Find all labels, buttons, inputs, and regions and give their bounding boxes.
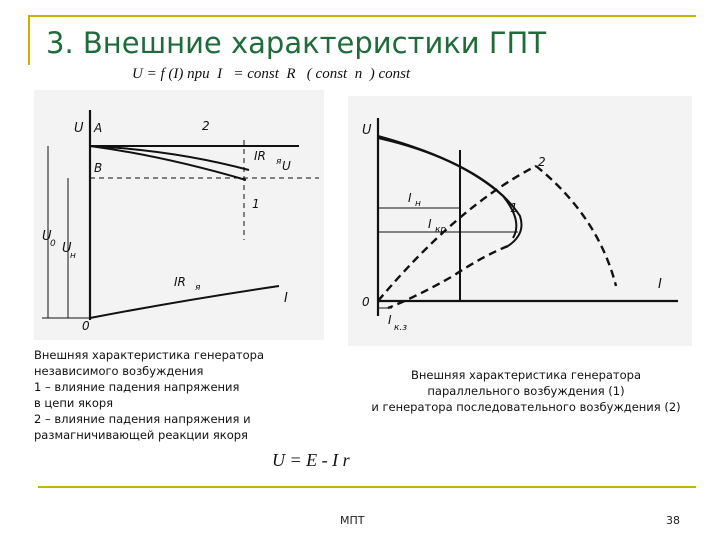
formula-bottom: U = E - I r	[272, 450, 350, 470]
right-curve-2-falling	[536, 166, 616, 286]
left-label-ira-top-sub: я	[276, 157, 282, 167]
figure-right-svg	[348, 96, 692, 346]
caption-left-line: в цепи якоря	[34, 396, 114, 410]
caption-left-line: 2 – влияние падения напряжения и	[34, 412, 251, 426]
right-label-ikr: I	[428, 217, 432, 231]
right-curve-1	[378, 136, 522, 246]
footer-rule	[38, 486, 696, 488]
caption-left-line: 1 – влияние падения напряжения	[34, 380, 240, 394]
right-label-in: I	[408, 191, 412, 205]
left-label-curve-1: 1	[252, 197, 260, 211]
top-rule	[28, 15, 696, 17]
formula-top	[132, 66, 410, 83]
left-label-ira-bottom: IR	[174, 275, 186, 289]
left-label-u0-sub: 0	[50, 239, 56, 249]
right-label-curve-2: 2	[538, 155, 546, 169]
left-label-b: B	[94, 161, 103, 175]
caption-left-line: независимого возбуждения	[34, 364, 204, 378]
left-label-ira-top: IR	[254, 149, 266, 163]
left-label-curve-2: 2	[202, 119, 210, 133]
caption-right-line: и генератора последовательного возбуждения (2)	[371, 400, 681, 414]
right-label-u: U	[362, 123, 372, 138]
right-label-i: I	[658, 277, 662, 292]
figure-parallel-series-excitation	[348, 96, 692, 346]
slide-title: 3. Внешние характеристики ГПТ	[46, 26, 547, 60]
left-label-du: U	[282, 159, 291, 173]
right-label-ikz-sub: к.з	[394, 323, 408, 333]
caption-right	[350, 367, 702, 415]
left-label-u0: U	[42, 229, 52, 244]
left-label-un-sub: н	[70, 251, 76, 261]
caption-left-line: размагничивающей реакции якоря	[34, 428, 248, 442]
page-number: 38	[666, 514, 680, 527]
left-label-a: A	[94, 121, 103, 135]
right-label-curve-1: 1	[510, 201, 518, 215]
left-ira-line	[90, 286, 279, 318]
figure-independent-excitation	[34, 90, 324, 340]
caption-left	[34, 347, 264, 443]
title-left-bar	[28, 15, 30, 65]
right-label-origin: 0	[362, 295, 370, 309]
formula-top-text: U = f (I) при I = const R ( const n ) const	[132, 66, 411, 82]
left-label-un: U	[62, 241, 72, 256]
caption-left-line: Внешняя характеристика генератора	[34, 348, 264, 362]
left-label-u: U	[74, 121, 84, 136]
right-label-ikr-sub: кр	[435, 225, 447, 235]
footer-course-label: МПТ	[340, 514, 365, 527]
right-label-in-sub: н	[415, 199, 421, 209]
left-label-i: I	[284, 291, 288, 306]
right-curve-2-rising	[378, 166, 536, 301]
caption-right-line: Внешняя характеристика генератора	[411, 368, 641, 382]
caption-right-line: параллельного возбуждения (1)	[427, 384, 625, 398]
figure-left-svg	[34, 90, 324, 340]
right-label-ikz: I	[388, 313, 392, 327]
right-curve-1-dashed	[388, 246, 508, 308]
left-label-origin: 0	[82, 319, 90, 333]
left-label-ira-bottom-sub: я	[195, 283, 201, 293]
